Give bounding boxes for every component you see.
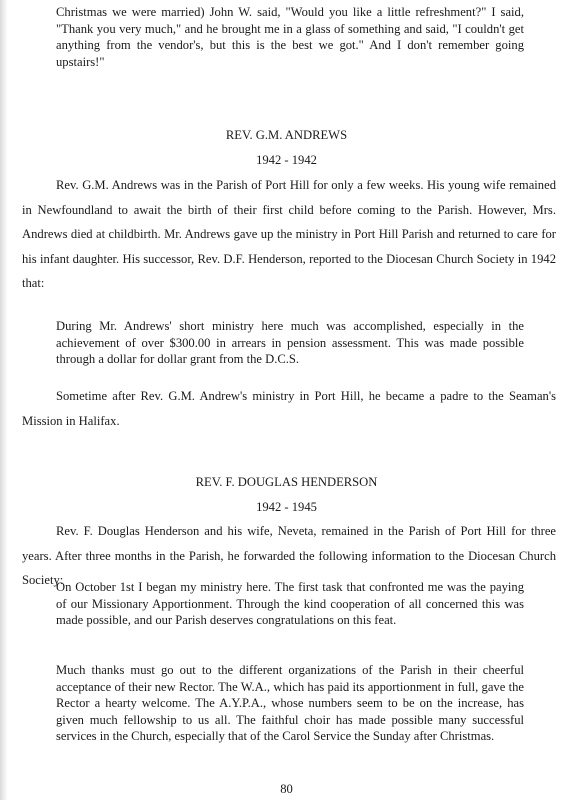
henderson-quote-1 [56, 579, 524, 629]
andrews-quote [56, 318, 524, 368]
scan-edge-shadow [0, 0, 8, 800]
section-heading-henderson: REV. F. DOUGLAS HENDERSON [195, 475, 378, 489]
henderson-quote-1-text: On October 1st I began my ministry here. The first task that confronted me was the paying of our Missionary Apportionment. Through the kind cooperation of all concerned this was made possible, and our Parish deserves congratulations on this feat. [56, 580, 524, 627]
henderson-quote-2-text: Much thanks must go out to the different organizations of the Parish in their cheerful acceptance of their new Rector. The W.A., which has paid its apportionment in full, gave the Rector a hearty welcome. The A.Y.P.A., whose numbers seem to be on the increase, has given much fellowship to us all. The faithful choir has made possible many successful services in the Church, especially that of the Carol Service the Sunday after Christmas. [56, 663, 524, 743]
continued-quote [56, 4, 524, 70]
andrews-quote-text: During Mr. Andrews' short ministry here much was accomplished, especially in the achievement of over $300.00 in arrears in pension assessment. This was made possible through a dollar for dollar grant from the D.C.S. [56, 319, 524, 366]
section-years-henderson: 1942 - 1945 [256, 500, 317, 514]
andrews-paragraph-text: Rev. G.M. Andrews was in the Parish of Port Hill for only a few weeks. His young wife remained in Newfoundland to await the birth of their first child before coming to the Parish. However, Mrs. Andrews died at childbirth. Mr. Andrews gave up the ministry in Port Hill Parish and returned to care for his infant daughter. His successor, Rev. D.F. Henderson, reported to the Diocesan Church Society in 1942 that: [22, 178, 556, 290]
section-heading-andrews: REV. G.M. ANDREWS [225, 128, 348, 142]
henderson-paragraph-text: Rev. F. Douglas Henderson and his wife, Neveta, remained in the Parish of Port Hill for three years. After three months in the Parish, he forwarded the following information to the Diocesan Church Society: [22, 524, 556, 587]
henderson-quote-2 [56, 662, 524, 745]
page-number: 80 [280, 782, 293, 796]
andrews-after-text: Sometime after Rev. G.M. Andrew's ministry in Port Hill, he became a padre to the Seaman's Mission in Halifax. [22, 389, 556, 428]
section-years-andrews: 1942 - 1942 [256, 153, 317, 167]
continued-quote-text: Christmas we were married) John W. said, "Would you like a little refreshment?" I said, "Thank you very much," and he brought me in a glass of something and said, "I couldn't get anything from the vendor's, but this is the best we got." And I don't remember going upstairs!" [56, 5, 524, 69]
andrews-after-paragraph [22, 384, 556, 433]
andrews-paragraph [22, 173, 556, 296]
